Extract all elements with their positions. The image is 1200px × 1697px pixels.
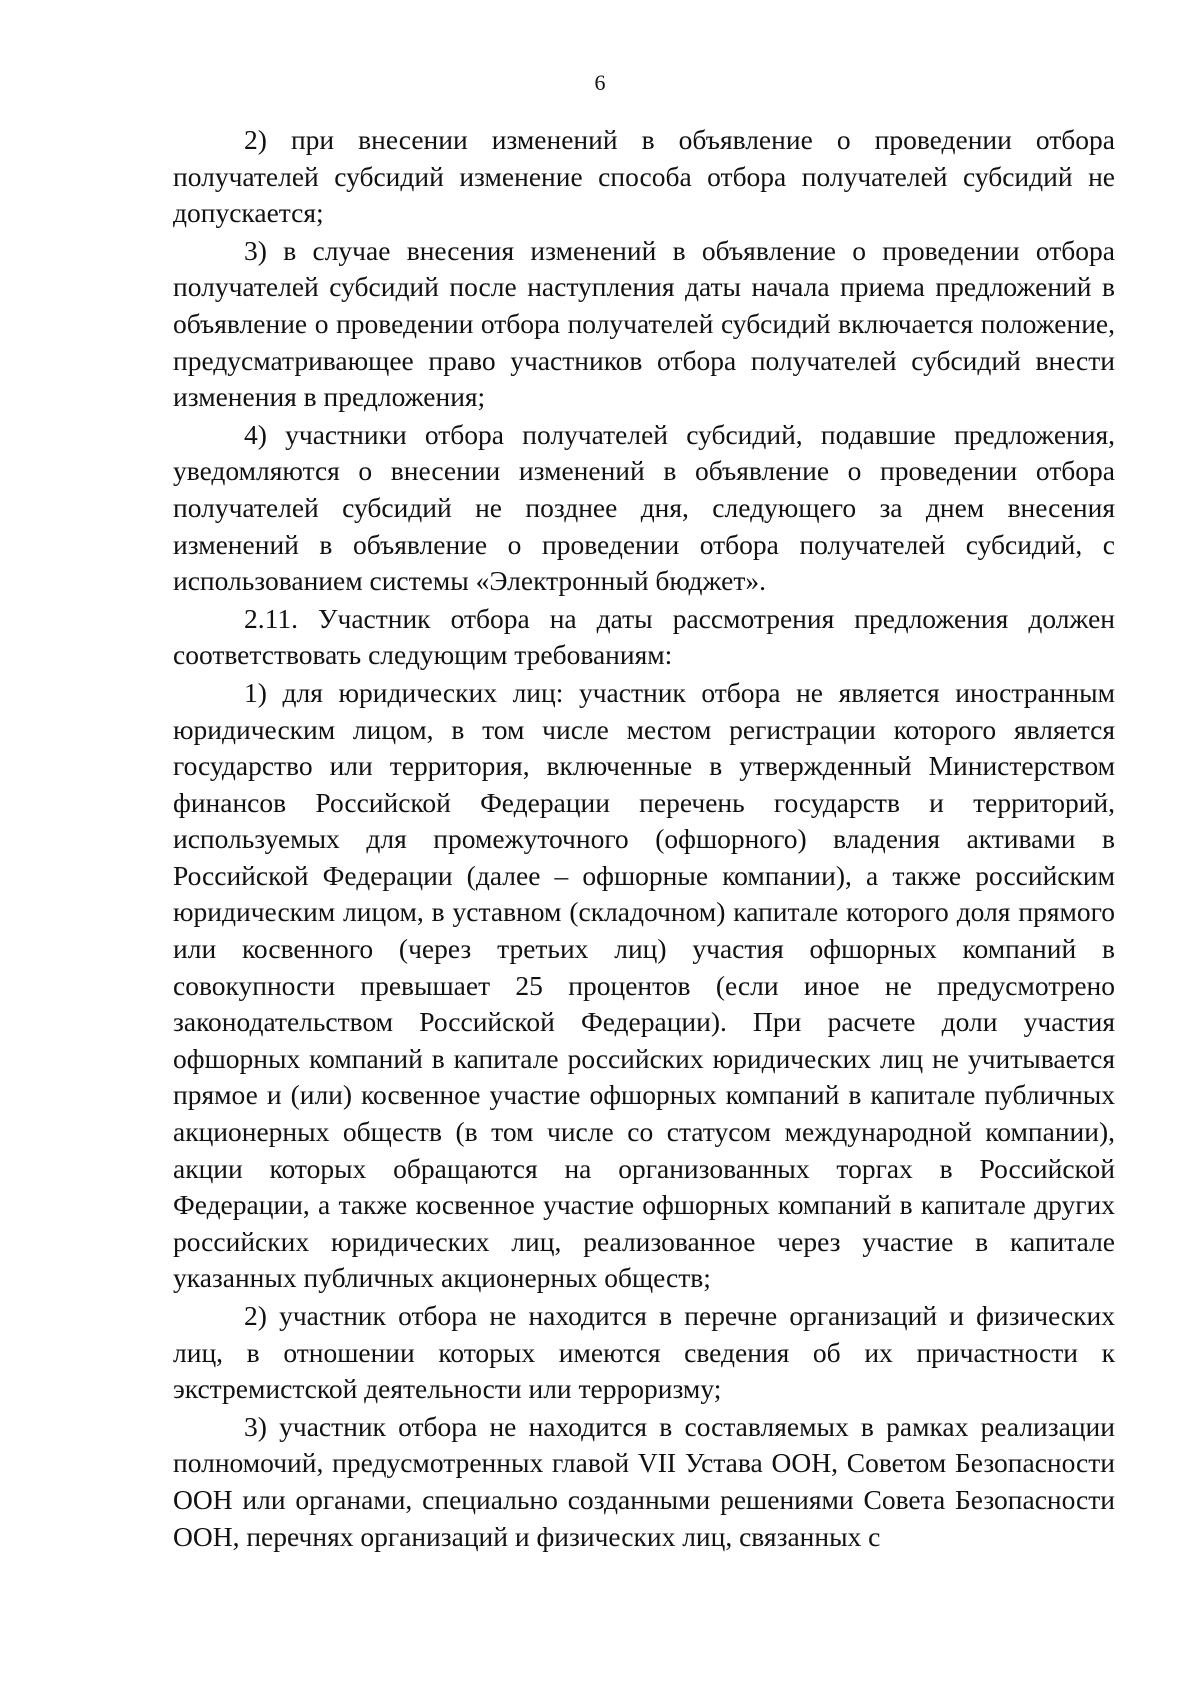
document-body [173,122,1115,1555]
paragraph-item-2: 2) при внесении изменений в объявление о проведении отбора получателей субсидий изменение способа отбора получателей субсидий не допускается; [173,124,1115,229]
paragraph-section-2-11: 2.11. Участник отбора на даты рассмотрения предложения должен соответствовать следующим требованиям: [173,602,1115,671]
paragraph-requirement-2: 2) участник отбора не находится в перечне организаций и физических лиц, в отношении которых имеются сведения об их причастности к экстремистской деятельности или терроризму; [173,1300,1115,1405]
paragraph-item-3: 3) в случае внесения изменений в объявление о проведении отбора получателей субсидий после наступления даты начала приема предложений в объявление о проведении отбора получателей субсидий включается положение, предусматривающее право участников отбора получателей субсидий внести изменения в предложения; [173,234,1115,413]
paragraph-requirement-1: 1) для юридических лиц: участник отбора не является иностранным юридическим лицом, в том числе местом регистрации которого является государство или территория, включенные в утвержденный Министерством финансов Российской Федерации перечень государств и территорий, используемых для промежуточного (офшорного) владения активами в Российской Федерации (далее – офшорные компании), а также российским юридическим лицом, в уставном (складочном) капитале которого доля прямого или косвенного (через третьих лиц) участия офшорных компаний в совокупности превышает 25 процентов (если иное не предусмотрено законодательством Российской Федерации). При расчете доли участия офшорных компаний в капитале российских юридических лиц не учитывается прямое и (или) косвенное участие офшорных компаний в капитале публичных акционерных обществ (в том числе со статусом международной компании), акции которых обращаются на организованных торгах в Российской Федерации, а также косвенное участие офшорных компаний в капитале других российских юридических лиц, реализованное через участие в капитале указанных публичных акционерных обществ; [173,676,1115,1294]
page-number: 6 [594,70,606,95]
paragraph-requirement-3: 3) участник отбора не находится в составляемых в рамках реализации полномочий, предусмотренных главой VII Устава ООН, Советом Безопасности ООН или органами, специально созданными решениями Совета Безопасности ООН, перечнях организаций и физических лиц, связанных с [173,1410,1115,1552]
paragraph-item-4: 4) участники отбора получателей субсидий, подавшие предложения, уведомляются о внесении изменений в объявление о проведении отбора получателей субсидий не позднее дня, следующего за днем внесения изменений в объявление о проведении отбора получателей субсидий, с использованием системы «Электронный бюджет». [173,418,1115,597]
